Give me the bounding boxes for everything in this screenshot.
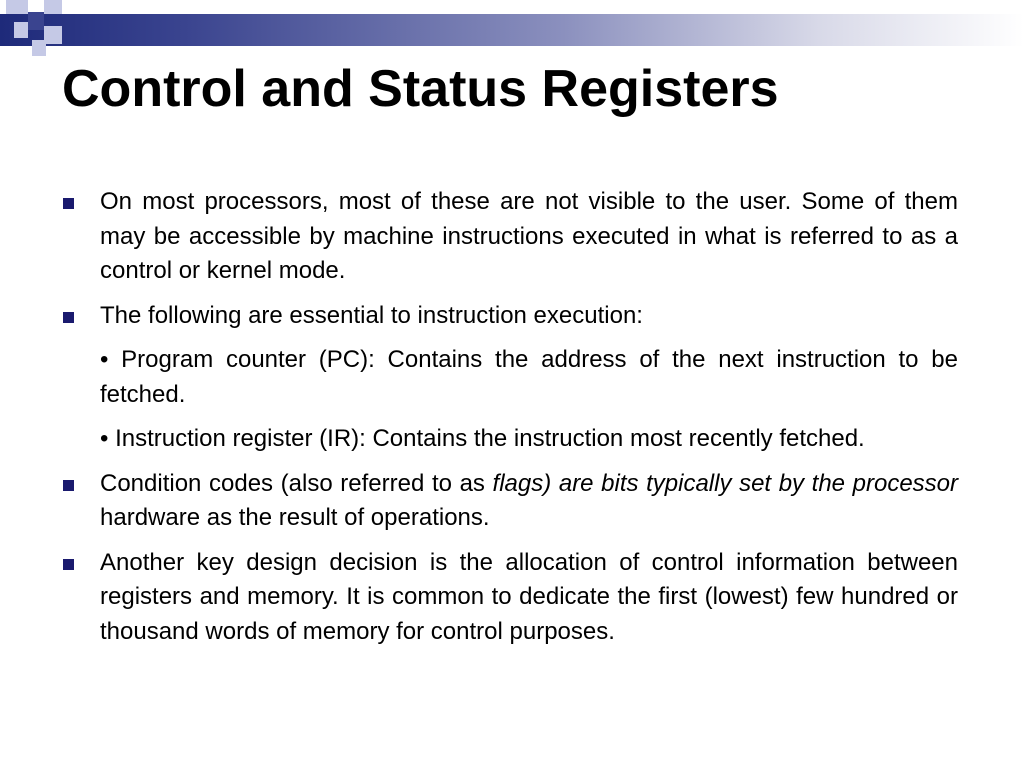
decor-square [14,22,28,38]
bullet-text: On most processors, most of these are not visible to the user. Some of them may be accessible by machine instructions executed in what is referred to as a control or kernel mode. [100,188,958,284]
bullet-item [58,546,958,650]
decor-square [6,0,28,14]
bullet-text-italic: flags) are bits typically set by the processor [492,469,959,497]
decor-square [44,26,62,44]
slide-content [58,185,958,649]
bullet-text-suffix: hardware as the result of operations. [100,504,490,531]
header-gradient-bar [0,14,1024,46]
sub-item: • Instruction register (IR): Contains the instruction most recently fetched. [100,425,865,452]
square-bullet-icon [63,480,74,491]
decor-square [28,12,44,30]
bullet-item [58,467,958,536]
sub-item: • Program counter (PC): Contains the address of the next instruction to be fetched. [100,346,958,408]
bullet-item [58,299,958,334]
decor-square [44,0,62,14]
bullet-text: Another key design decision is the allocation of control information between registers and memory. It is common to dedicate the first (lowest) few hundred or thousand words of memory for control purposes. [100,548,958,645]
square-bullet-icon [63,198,74,209]
square-bullet-icon [63,559,74,570]
bullet-item [58,185,958,289]
bullet-text-prefix: Condition codes (also referred to as [100,469,493,497]
square-bullet-icon [63,312,74,323]
slide-title: Control and Status Registers [62,60,779,118]
decor-square [32,40,46,56]
bullet-text: The following are essential to instruction execution: [100,301,643,329]
